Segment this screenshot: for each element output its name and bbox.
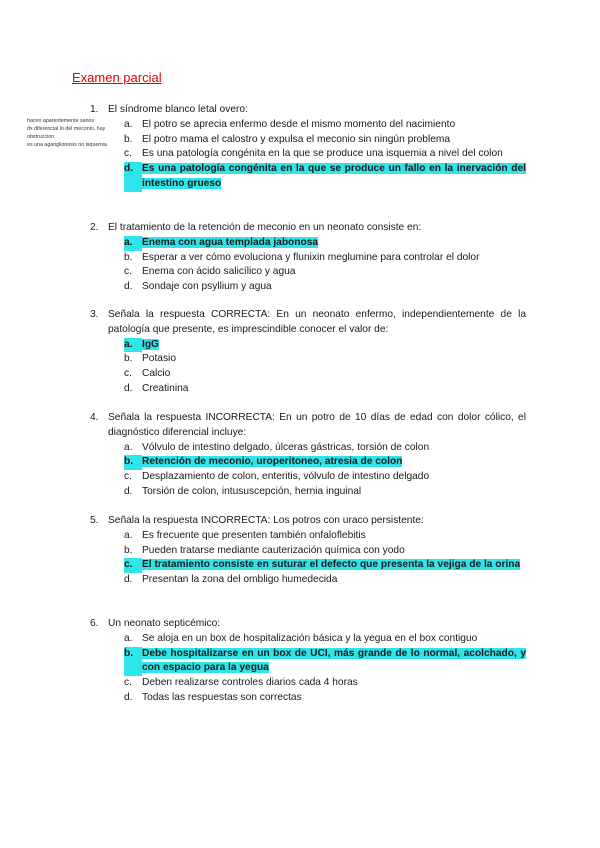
question-stem: [90, 103, 526, 118]
question-text: El tratamiento de la retención de meconio en un neonato consiste en:: [108, 222, 422, 233]
option-text: [142, 455, 526, 470]
answer-option: [124, 441, 526, 456]
answer-option: [124, 691, 526, 706]
option-letter: c.: [124, 677, 132, 689]
option-text: [142, 632, 526, 647]
question-5: [90, 514, 526, 588]
option-text: [142, 280, 526, 295]
answer-option: [124, 573, 526, 588]
option-text-content: El potro mama el calostro y expulsa el meconio sin ningún problema: [142, 133, 451, 145]
answer-option: [124, 265, 526, 280]
option-letter: d.: [124, 574, 133, 586]
answer-option: [124, 632, 526, 647]
option-letter: d.: [124, 382, 133, 394]
option-letter: c.: [124, 266, 132, 278]
option-letter: c.: [124, 558, 142, 573]
option-text-content: Sondaje con psyllium y agua: [142, 281, 272, 293]
answer-option: [124, 367, 526, 382]
answer-option: [124, 147, 526, 162]
question-1: [90, 103, 526, 192]
side-note-line: dx diferencial lo del meconio, hay: [27, 126, 106, 132]
option-text-content: Esperar a ver cómo evoluciona y flunixin meglumine para controlar el dolor: [142, 251, 480, 263]
option-text-content: Torsión de colon, intususcepción, hernia inguinal: [142, 485, 362, 497]
option-letter: a.: [124, 118, 133, 130]
side-note-line: hacen aparentemente sanos: [27, 118, 95, 124]
answer-options: [90, 118, 526, 192]
question-6: [90, 617, 526, 706]
option-text: [142, 647, 526, 677]
option-text-content: Desplazamiento de colon, enteritis, vólvulo de intestino delgado: [142, 471, 430, 483]
option-letter: a.: [124, 441, 133, 453]
question-number: 4.: [90, 412, 99, 423]
answer-option-correct: [124, 338, 526, 353]
answer-option: [124, 529, 526, 544]
option-letter: a.: [124, 632, 133, 644]
answer-option: [124, 676, 526, 691]
question-number: 5.: [90, 515, 99, 526]
question-text: Señala la respuesta INCORRECTA: Los potros con uraco persistente:: [108, 515, 424, 526]
option-text: [142, 367, 526, 382]
option-text: [142, 470, 526, 485]
option-letter: d.: [124, 162, 142, 192]
option-letter: b.: [124, 647, 142, 677]
option-text: [142, 441, 526, 456]
option-text: [142, 118, 526, 133]
option-text-content: Vólvulo de intestino delgado, úlceras gástricas, torsión de colon: [142, 441, 430, 453]
option-text: [142, 236, 526, 251]
answer-option-correct: [124, 558, 526, 573]
option-text-content: Creatinina: [142, 382, 189, 394]
question-number: 2.: [90, 222, 99, 233]
option-letter: a.: [124, 529, 133, 541]
side-note-line: es una aganglionosis no isquemia: [27, 142, 107, 148]
answer-option-correct: [124, 455, 526, 470]
option-letter: a.: [124, 338, 142, 353]
option-text: [142, 338, 526, 353]
exam-title: Examen parcial: [72, 70, 162, 85]
option-text-content: Calcio: [142, 368, 171, 380]
option-text: [142, 485, 526, 500]
option-letter: d.: [124, 485, 133, 497]
question-text: Señala la respuesta CORRECTA: En un neonato enfermo, independientemente de la patología que presente, es imprescindible conocer el valor de:: [108, 309, 526, 335]
option-letter: b.: [124, 455, 142, 470]
side-note-line: obstruccion: [27, 134, 55, 140]
question-stem: [90, 617, 526, 632]
option-text: [142, 558, 526, 573]
highlighted-answer-text: El tratamiento consiste en suturar el defecto que presenta la vejiga de la orina: [142, 559, 521, 571]
option-text: [142, 676, 526, 691]
option-letter: b.: [124, 251, 133, 263]
option-text: [142, 544, 526, 559]
option-text: [142, 352, 526, 367]
answer-option: [124, 118, 526, 133]
answer-option-correct: [124, 647, 526, 677]
option-letter: d.: [124, 691, 133, 703]
option-text-content: Pueden tratarse mediante cauterización química con yodo: [142, 544, 405, 556]
question-number: 6.: [90, 618, 99, 629]
answer-option: [124, 382, 526, 397]
highlighted-answer-text: IgG: [142, 338, 159, 350]
answer-options: [90, 632, 526, 706]
option-text: [142, 573, 526, 588]
option-text-content: Deben realizarse controles diarios cada 4 horas: [142, 677, 358, 689]
answer-option: [124, 352, 526, 367]
option-text-content: Todas las respuestas son correctas: [142, 691, 302, 703]
highlighted-answer-text: Retención de meconio, uroperitoneo, atresia de colon: [142, 456, 403, 468]
question-2: [90, 221, 526, 295]
option-letter: b.: [124, 353, 133, 365]
option-text: [142, 529, 526, 544]
option-letter: c.: [124, 471, 132, 483]
question-3: [90, 308, 526, 397]
option-letter: a.: [124, 236, 142, 251]
option-letter: c.: [124, 148, 132, 160]
answer-option: [124, 280, 526, 295]
question-text: Un neonato septicémico:: [108, 618, 221, 629]
option-text-content: El potro se aprecia enfermo desde el mismo momento del nacimiento: [142, 118, 456, 130]
answer-options: [90, 441, 526, 500]
question-text: Señala la respuesta INCORRECTA: En un potro de 10 días de edad con dolor cólico, el diagnóstico diferencial incluye:: [108, 412, 526, 438]
answer-option: [124, 544, 526, 559]
option-text: [142, 147, 526, 162]
answer-option-correct: [124, 236, 526, 251]
highlighted-answer-text: Es una patología congénita en la que se produce un fallo en la inervación del intestino grueso: [142, 163, 526, 189]
answer-option-correct: [124, 162, 526, 192]
option-text: [142, 691, 526, 706]
question-stem: [90, 514, 526, 529]
option-text: [142, 251, 526, 266]
option-text: [142, 265, 526, 280]
highlighted-answer-text: Debe hospitalizarse en un box de UCI, más grande de lo normal, acolchado, y con espacio para la yegua: [142, 647, 526, 674]
option-text-content: Enema con ácido salicílico y agua: [142, 266, 296, 278]
option-letter: c.: [124, 368, 132, 380]
answer-option: [124, 133, 526, 148]
highlighted-answer-text: Enema con agua templada jabonosa: [142, 236, 319, 248]
question-4: [90, 411, 526, 500]
question-stem: [90, 308, 526, 338]
option-text-content: Es frecuente que presenten también onfaloflebitis: [142, 529, 366, 541]
option-text: [142, 133, 526, 148]
answer-options: [90, 236, 526, 295]
option-text: [142, 382, 526, 397]
question-number: 3.: [90, 309, 99, 320]
option-letter: b.: [124, 544, 133, 556]
option-letter: b.: [124, 133, 133, 145]
option-letter: d.: [124, 281, 133, 293]
option-text-content: Presentan la zona del ombligo humedecida: [142, 574, 338, 586]
answer-option: [124, 485, 526, 500]
answer-options: [90, 529, 526, 588]
question-text: El síndrome blanco letal overo:: [108, 104, 248, 115]
option-text-content: Potasio: [142, 353, 176, 365]
answer-options: [90, 338, 526, 397]
question-stem: [90, 221, 526, 236]
question-stem: [90, 411, 526, 441]
option-text: [142, 162, 526, 192]
option-text-content: Se aloja en un box de hospitalización básica y la yegua en el box contiguo: [142, 632, 478, 644]
answer-option: [124, 470, 526, 485]
question-number: 1.: [90, 104, 99, 115]
option-text-content: Es una patología congénita en la que se produce una isquemia a nivel del colon: [142, 148, 503, 160]
answer-option: [124, 251, 526, 266]
